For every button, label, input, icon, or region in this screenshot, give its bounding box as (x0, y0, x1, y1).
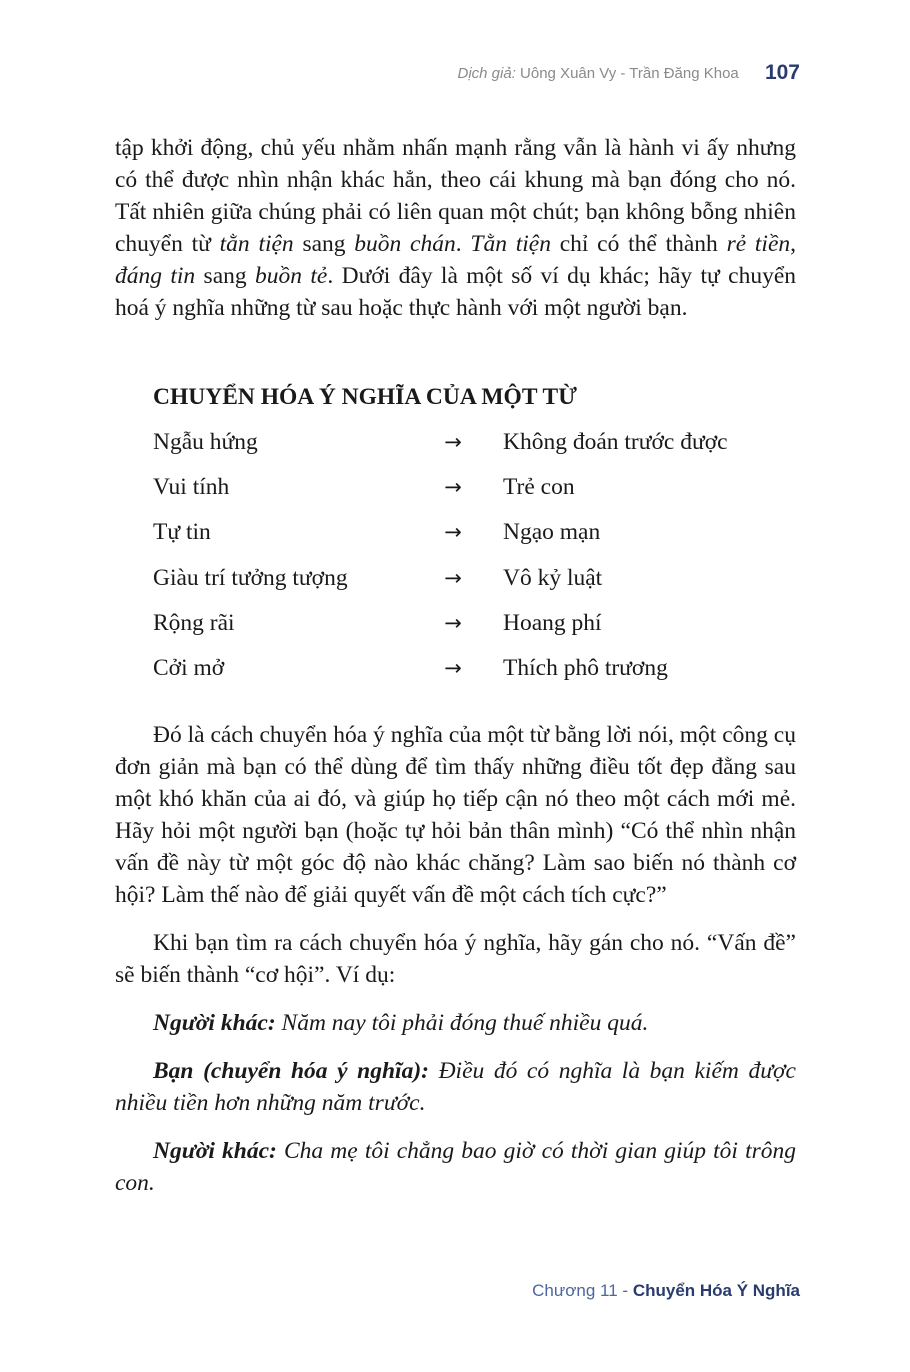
word-reframed: Trẻ con (503, 473, 575, 500)
dialog-text: Cha mẹ tôi chẳng bao giờ có thời gian giúp tôi trông con. (115, 1137, 796, 1196)
arrow-right-icon: → (444, 474, 462, 499)
word-pair-row (153, 555, 796, 600)
paragraph-intro (115, 132, 796, 324)
dialog-speaker: Người khác: (153, 1009, 276, 1036)
word-reframed: Thích phô trương (503, 655, 668, 682)
word-original: Tự tin (153, 519, 211, 546)
word-pair-row (153, 600, 796, 645)
word-reframed: Không đoán trước được (503, 428, 728, 455)
word-original: Cởi mở (153, 655, 225, 682)
word-original: Vui tính (153, 473, 230, 500)
word-original: Rộng rãi (153, 609, 235, 636)
word-pair-row (153, 464, 796, 509)
word-original: Ngẫu hứng (153, 428, 258, 455)
dialog-text: Năm nay tôi phải đóng thuế nhiều quá. (275, 1009, 649, 1036)
translator-label: Dịch giả: (457, 65, 516, 82)
word-pair-row (153, 645, 796, 690)
text-run: chỉ có thể thành (550, 231, 727, 257)
word-pair-row (153, 510, 796, 555)
italic-term: rẻ tiền (726, 231, 791, 257)
page-body (115, 132, 796, 1199)
text-run: sang (293, 231, 355, 257)
italic-term: tằn tiện (219, 231, 294, 257)
running-header (0, 60, 800, 84)
translator-names: Uông Xuân Vy - Trần Đăng Khoa (520, 65, 739, 82)
arrow-right-icon: → (444, 565, 462, 590)
arrow-right-icon: → (444, 520, 462, 545)
arrow-right-icon: → (444, 610, 462, 635)
paragraph-explanation: Đó là cách chuyển hóa ý nghĩa của một từ bằng lời nói, một công cụ đơn giản mà bạn có thể dùng để tìm thấy những điều tốt đẹp đằng sau một khó khăn của ai đó, và giúp họ tiếp cận nó theo một cách mới mẻ. Hãy hỏi một người bạn (hoặc tự hỏi bản thân mình) “Có thể nhìn nhận vấn đề này từ một góc độ nào khác chăng? Làm sao biến nó thành cơ hội? Làm thế nào để giải quyết vấn đề một cách tích cực?” (115, 721, 796, 908)
chapter-title: Chuyển Hóa Ý Nghĩa (632, 1281, 800, 1300)
dialog-line (115, 1007, 796, 1039)
italic-term: đáng tin (115, 263, 196, 289)
word-original: Giàu trí tưởng tượng (153, 564, 348, 591)
section-title: CHUYỂN HÓA Ý NGHĨA CỦA MỘT TỪ (153, 384, 577, 410)
text-run: sang (195, 263, 256, 289)
arrow-right-icon: → (444, 429, 462, 454)
word-pair-row (153, 419, 796, 464)
chapter-label: Chương 11 - (532, 1281, 633, 1300)
paragraph-example-intro: Khi bạn tìm ra cách chuyển hóa ý nghĩa, hãy gán cho nó. “Vấn đề” sẽ biến thành “cơ hội”. Ví dụ: (115, 929, 796, 988)
text-run: , (790, 231, 797, 257)
running-footer (532, 1281, 800, 1301)
italic-term: buồn chán (354, 231, 456, 257)
italic-term: buồn tẻ (255, 263, 328, 289)
italic-term: Tằn tiện (470, 231, 551, 257)
text-run: . Dưới đây là một số ví dụ khác; hãy tự chuyển hoá ý nghĩa những từ sau hoặc thực hành với một người bạn. (115, 263, 797, 321)
dialog-line (115, 1135, 796, 1199)
dialog-speaker: Bạn (chuyển hóa ý nghĩa): (153, 1057, 429, 1084)
dialog-text: Điều đó có nghĩa là bạn kiếm được nhiều tiền hơn những năm trước. (115, 1057, 796, 1116)
text-run: tập khởi động, chủ yếu nhằm nhấn mạnh rằng vẫn là hành vi ấy nhưng có thể được nhìn nhận khác hẳn, theo cái khung mà bạn đóng cho nó. Tất nhiên giữa chúng phải có liên quan một chút; bạn không bỗng nhiên chuyển từ (115, 135, 796, 257)
dialog-line (115, 1055, 796, 1119)
word-reframe-table (153, 419, 796, 691)
text-run: . (455, 231, 471, 257)
page-number: 107 (764, 61, 800, 84)
word-reframed: Hoang phí (503, 609, 602, 636)
dialog-speaker: Người khác: (153, 1137, 277, 1164)
arrow-right-icon: → (444, 656, 462, 681)
word-reframed: Vô kỷ luật (503, 564, 603, 591)
word-reframed: Ngạo mạn (503, 519, 601, 546)
